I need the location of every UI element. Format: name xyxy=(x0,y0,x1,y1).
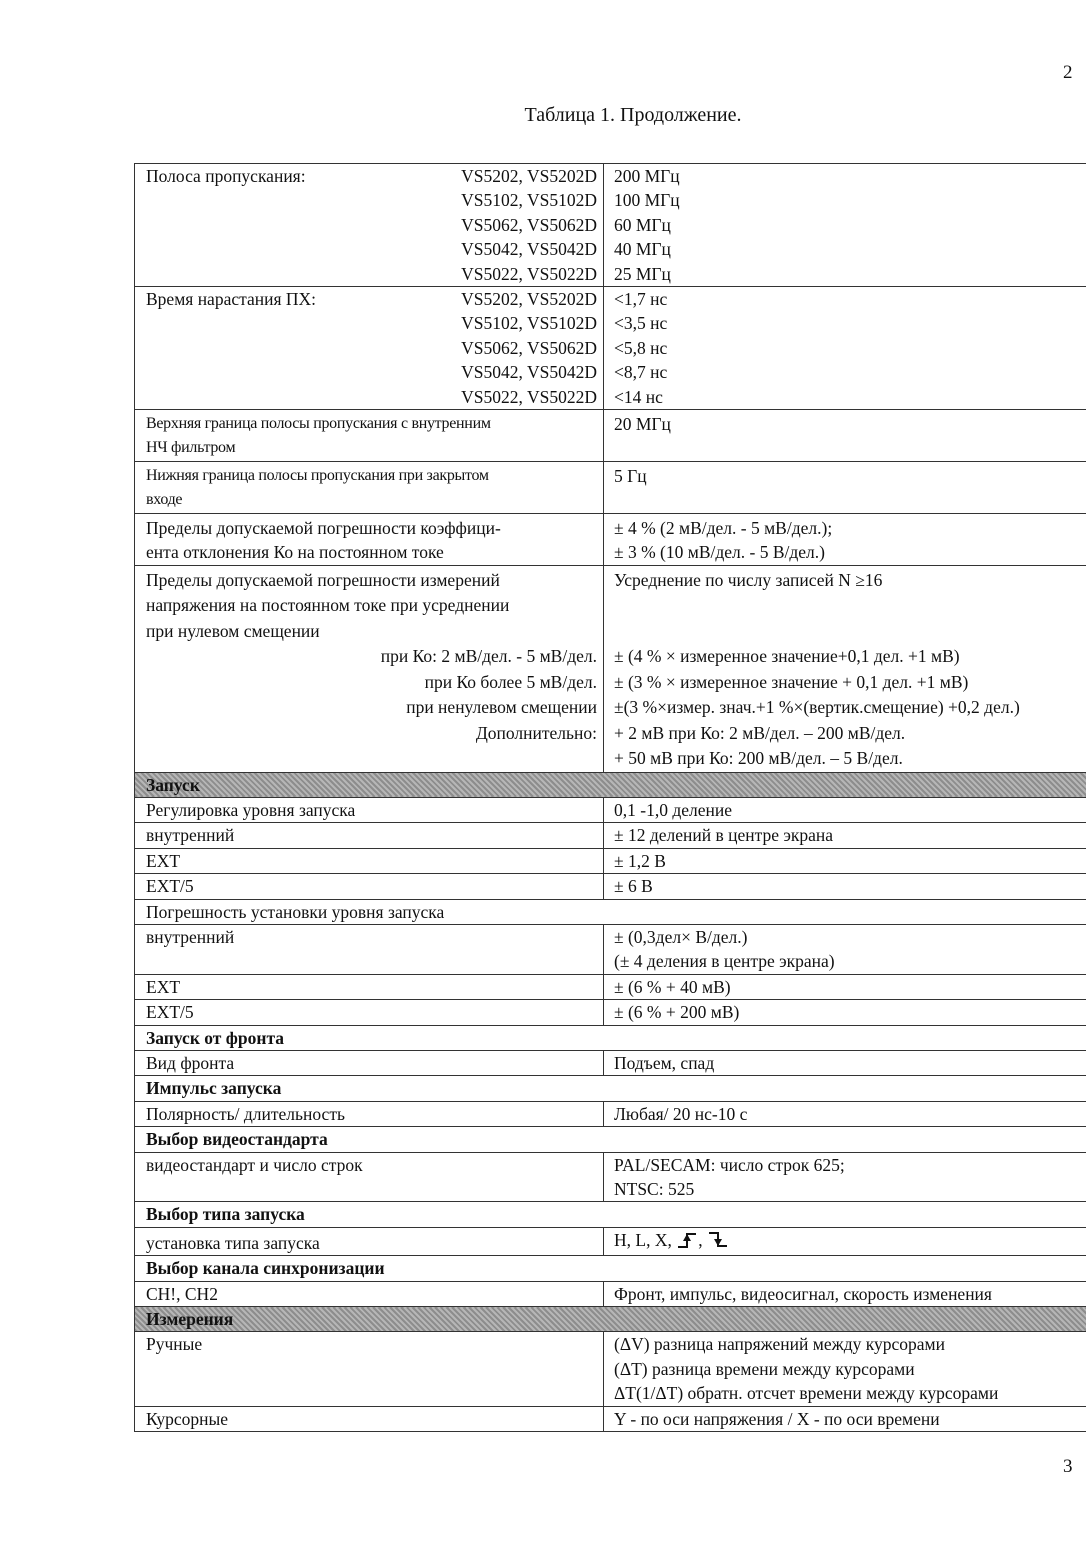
table-row: установка типа запуска H, L, X, , xyxy=(135,1227,1086,1255)
table-row: внутренний ± (0,3дел× В/дел.) (± 4 деления в центре экрана) xyxy=(135,924,1086,974)
table-row: Время нарастания ПХ: VS5202, VS5202D VS5102, VS5102D VS5062, VS5062D VS5042, VS5042D VS5022, VS5022D <1,7 нс <3,5 нс <5,8 нс <8,7 нс <14 нс xyxy=(135,287,1086,410)
rising-edge-icon xyxy=(676,1231,698,1249)
table-row: внутренний ± 12 делений в центре экрана xyxy=(135,823,1086,848)
table-row: Верхняя граница полосы пропускания с внутренним НЧ фильтром 20 МГц xyxy=(135,410,1086,462)
table-row: EXT ± (6 % + 40 мВ) xyxy=(135,974,1086,999)
page-number-bottom: 3 xyxy=(1063,1456,1073,1477)
table-row: Погрешность установки уровня запуска xyxy=(135,899,1086,924)
falling-edge-icon xyxy=(707,1231,729,1249)
table-row: видеостандарт и число строк PAL/SECAM: число строк 625; NTSC: 525 xyxy=(135,1152,1086,1202)
table-row: Пределы допускаемой погрешности коэффици- ента отклонения Ко на постоянном токе ± 4 % (2 мВ/дел. - 5 мВ/дел.); ± 3 % (10 мВ/дел. - 5 В/дел.) xyxy=(135,513,1086,565)
subsection-header: Выбор видеостандарта xyxy=(135,1127,1086,1152)
row-label: Полоса пропускания: xyxy=(146,166,306,186)
section-header: Измерения xyxy=(135,1307,1086,1332)
spec-table xyxy=(134,163,1086,1432)
table-row: Вид фронта Подъем, спад xyxy=(135,1050,1086,1075)
table-row: Полоса пропускания: VS5202, VS5202D VS5102, VS5102D VS5062, VS5062D VS5042, VS5042D VS5022, VS5022D 200 МГц 100 МГц 60 МГц 40 МГц 25 МГц xyxy=(135,164,1086,287)
table-title: Таблица 1. Продолжение. xyxy=(524,104,742,126)
subsection-header: Выбор канала синхронизации xyxy=(135,1256,1086,1281)
page-number-top: 2 xyxy=(1063,62,1073,83)
table-row: EXT/5 ± 6 В xyxy=(135,874,1086,899)
table-row: EXT/5 ± (6 % + 200 мВ) xyxy=(135,1000,1086,1025)
table-row: Ручные (ΔV) разница напряжений между курсорами (ΔT) разница времени между курсорами ΔT(1/ΔT) обратн. отсчет времени между курсорами xyxy=(135,1332,1086,1406)
table-row: Полярность/ длительность Любая/ 20 нс-10 с xyxy=(135,1101,1086,1126)
subsection-header: Импульс запуска xyxy=(135,1076,1086,1101)
table-row: Пределы допускаемой погрешности измерений напряжения на постоянном токе при усреднении при нулевом смещении при Ко: 2 мВ/дел. - 5 мВ/дел. при Ко более 5 мВ/дел. при ненулевом смещении Дополнительно: Усреднение по числу записей N ≥16 ± (4 % × измеренное значение+0,1 дел. +1 мВ) ± (3 % × измеренное значение + 0,1 дел. +1 мВ) ±(3 %×измер. знач.+1 %×(вертик.смещение) +0,2 дел.) + 2 мВ при Ко: 2 мВ/дел. – 200 мВ/дел. + 50 мВ при Ко: 200 мВ/дел. – 5 В/дел. xyxy=(135,565,1086,772)
table-row: EXT ± 1,2 В xyxy=(135,848,1086,873)
table-row: Регулировка уровня запуска 0,1 -1,0 деление xyxy=(135,797,1086,822)
subsection-header: Запуск от фронта xyxy=(135,1025,1086,1050)
table-row: CH!, CH2 Фронт, импульс, видеосигнал, скорость изменения xyxy=(135,1281,1086,1306)
table-row: Курсорные Y - по оси напряжения / X - по оси времени xyxy=(135,1406,1086,1431)
subsection-header: Выбор типа запуска xyxy=(135,1202,1086,1227)
table-row: Нижняя граница полосы пропускания при закрытом входе 5 Гц xyxy=(135,461,1086,513)
section-header: Запуск xyxy=(135,772,1086,797)
